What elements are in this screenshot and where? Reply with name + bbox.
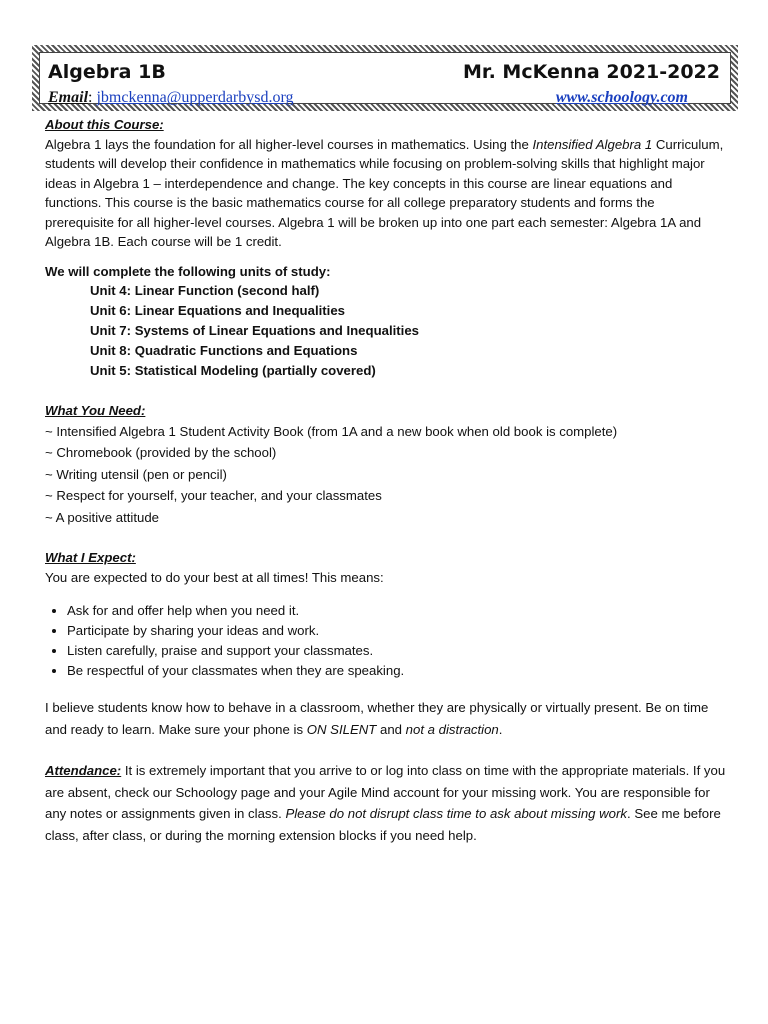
teacher-year: Mr. McKenna 2021-2022 — [463, 61, 720, 83]
behavior-text-3: . — [498, 721, 503, 737]
website-link[interactable]: www.schoology.com — [555, 89, 688, 106]
need-item: ~ Chromebook (provided by the school) — [45, 445, 277, 461]
about-text-italic: Intensified Algebra 1 — [532, 136, 653, 152]
behavior-text-2: and — [376, 721, 406, 737]
need-item: ~ Intensified Algebra 1 Student Activity Book (from 1A and a new book when old book is complete) — [45, 423, 618, 439]
behavior-italic-1: ON SILENT — [306, 721, 377, 737]
units-list — [45, 281, 727, 381]
header-inner — [39, 52, 731, 104]
behavior-text-1: I believe students know how to behave in a classroom, whether they are physically or virtually present. Be on time and ready to learn. Make sure your phone is — [45, 700, 709, 737]
attendance-text-italic: Please do not disrupt class time to ask about missing work — [285, 806, 628, 822]
unit-item: Unit 4: Linear Function (second half) — [90, 283, 320, 298]
unit-item: Unit 8: Quadratic Functions and Equations — [90, 343, 358, 358]
expect-bullet: • Ask for and offer help when you need it. — [67, 601, 727, 621]
expect-bullet: • Be respectful of your classmates when they are speaking. — [67, 661, 727, 681]
expect-heading: What I Expect: — [45, 550, 136, 566]
attendance-heading: Attendance: — [45, 763, 122, 779]
about-heading: About this Course: — [45, 117, 164, 132]
expect-bullet: • Listen carefully, praise and support your classmates. — [67, 641, 727, 661]
email-block — [48, 89, 294, 107]
need-heading: What You Need: — [45, 403, 146, 418]
unit-item: Unit 5: Statistical Modeling (partially covered) — [90, 363, 376, 378]
attendance-paragraph — [45, 760, 727, 846]
document-body — [45, 115, 727, 846]
unit-item: Unit 7: Systems of Linear Equations and Inequalities — [90, 323, 420, 338]
expect-intro: You are expected to do your best at all times! This means: — [45, 569, 384, 585]
contact-row — [48, 87, 688, 109]
about-paragraph — [45, 135, 727, 252]
attendance-text-2: . See me before class, after class, or during the morning extension blocks if you need help. — [45, 806, 721, 843]
behavior-paragraph — [45, 697, 727, 740]
attendance-text-1: It is extremely important that you arrive to or log into class on time with the appropriate materials. If you are absent, check our Schoology page and your Agile Mind account for your missing work. You are responsible for any notes or assignments given in class. — [45, 763, 726, 822]
behavior-italic-2: not a distraction — [405, 721, 499, 737]
about-text-2: Curriculum, students will develop their confidence in mathematics while focusing on problem-solving skills that highlight major ideas in Algebra 1 – interdependence and change. The key concepts in this course are linear equations and functions. This course is the basic mathematics course for all college preparatory students and forms the prerequisite for all higher-level courses. Algebra 1 will be broken up into one part each semester: Algebra 1A and Algebra 1B. Each course will be 1 credit. — [45, 136, 724, 249]
about-text-1: Algebra 1 lays the foundation for all higher-level courses in mathematics. Using the — [45, 136, 533, 152]
expect-bullet: • Participate by sharing your ideas and work. — [67, 621, 727, 641]
need-item: ~ Writing utensil (pen or pencil) — [45, 466, 227, 482]
need-item: ~ Respect for yourself, your teacher, and your classmates — [45, 488, 382, 504]
units-intro: We will complete the following units of study: — [45, 263, 331, 279]
unit-item: Unit 6: Linear Equations and Inequalities — [90, 303, 345, 318]
email-separator: : — [88, 89, 97, 106]
expect-bullets — [45, 601, 727, 681]
email-link[interactable]: jbmckenna@upperdarbysd.org — [96, 89, 294, 106]
title-row — [48, 59, 720, 85]
need-list — [45, 421, 727, 529]
header-box — [32, 45, 738, 111]
course-title: Algebra 1B — [48, 61, 166, 83]
email-label: Email — [48, 89, 89, 106]
need-item: ~ A positive attitude — [45, 509, 160, 525]
